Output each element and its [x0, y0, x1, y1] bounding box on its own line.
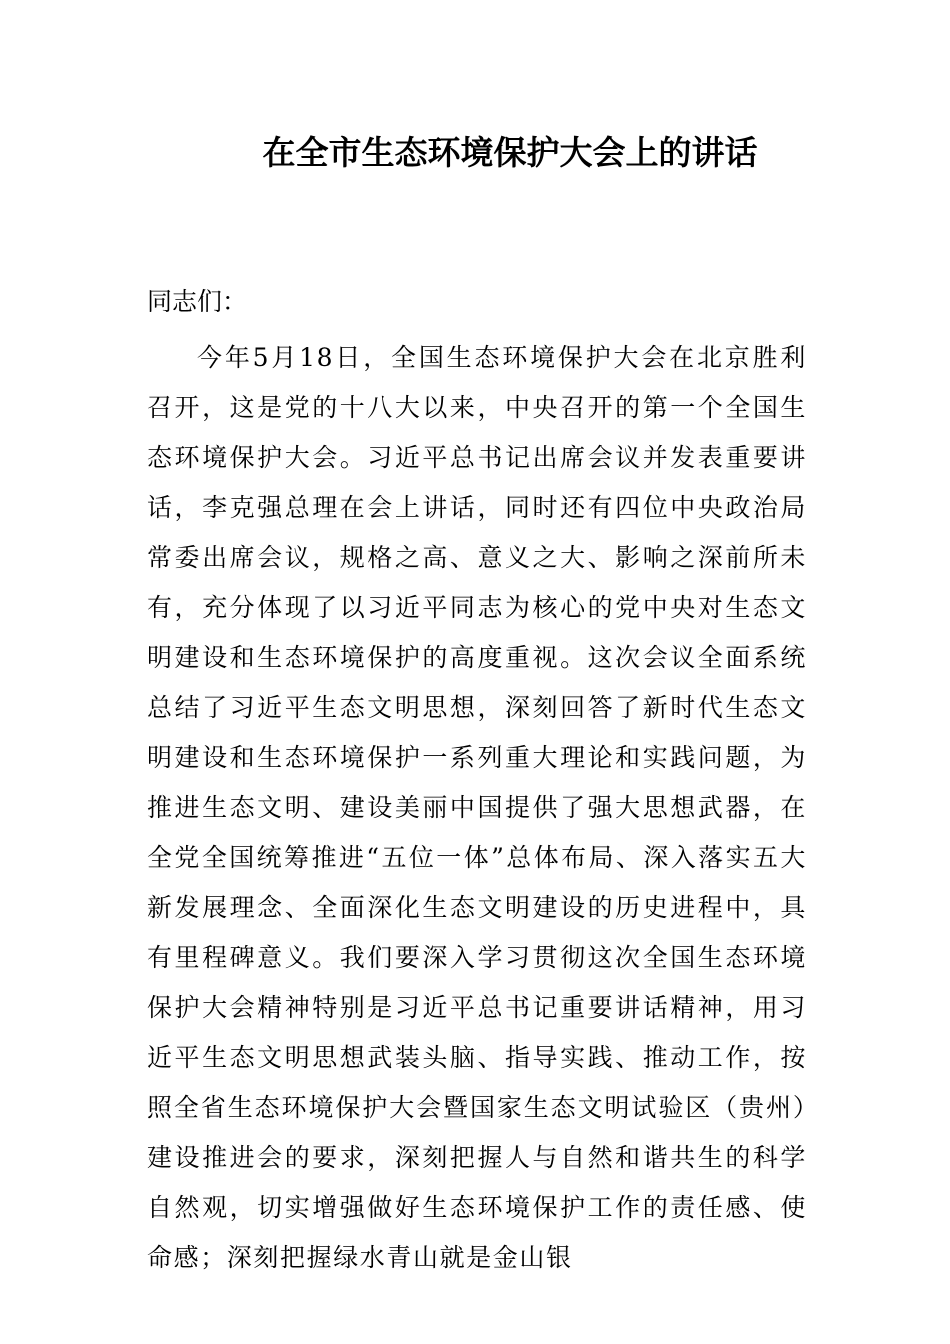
- body-paragraph: 今年5月18日，全国生态环境保护大会在北京胜利召开，这是党的十八大以来，中央召开的第一个全国生态环境保护大会。习近平总书记出席会议并发表重要讲话，李克强总理在会上讲话，同时还有四位中央政治局常委出席会议，规格之高、意义之大、影响之深前所未有，充分体现了以习近平同志为核心的党中央对生态文明建设和生态环境保护的高度重视。这次会议全面系统总结了习近平生态文明思想，深刻回答了新时代生态文明建设和生态环境保护一系列重大理论和实践问题，为推进生态文明、建设美丽中国提供了强大思想武器，在全党全国统筹推进“五位一体”总体布局、深入落实五大新发展理念、全面深化生态文明建设的历史进程中，具有里程碑意义。我们要深入学习贯彻这次全国生态环境保护大会精神特别是习近平总书记重要讲话精神，用习近平生态文明思想武装头脑、指导实践、推动工作，按照全省生态环境保护大会暨国家生态文明试验区（贵州）建设推进会的要求，深刻把握人与自然和谐共生的科学自然观，切实增强做好生态环境保护工作的责任感、使命感；深刻把握绿水青山就是金山银: [147, 343, 807, 1272]
- document-title: 在全市生态环境保护大会上的讲话: [262, 133, 758, 172]
- salutation: 同志们：: [147, 287, 248, 316]
